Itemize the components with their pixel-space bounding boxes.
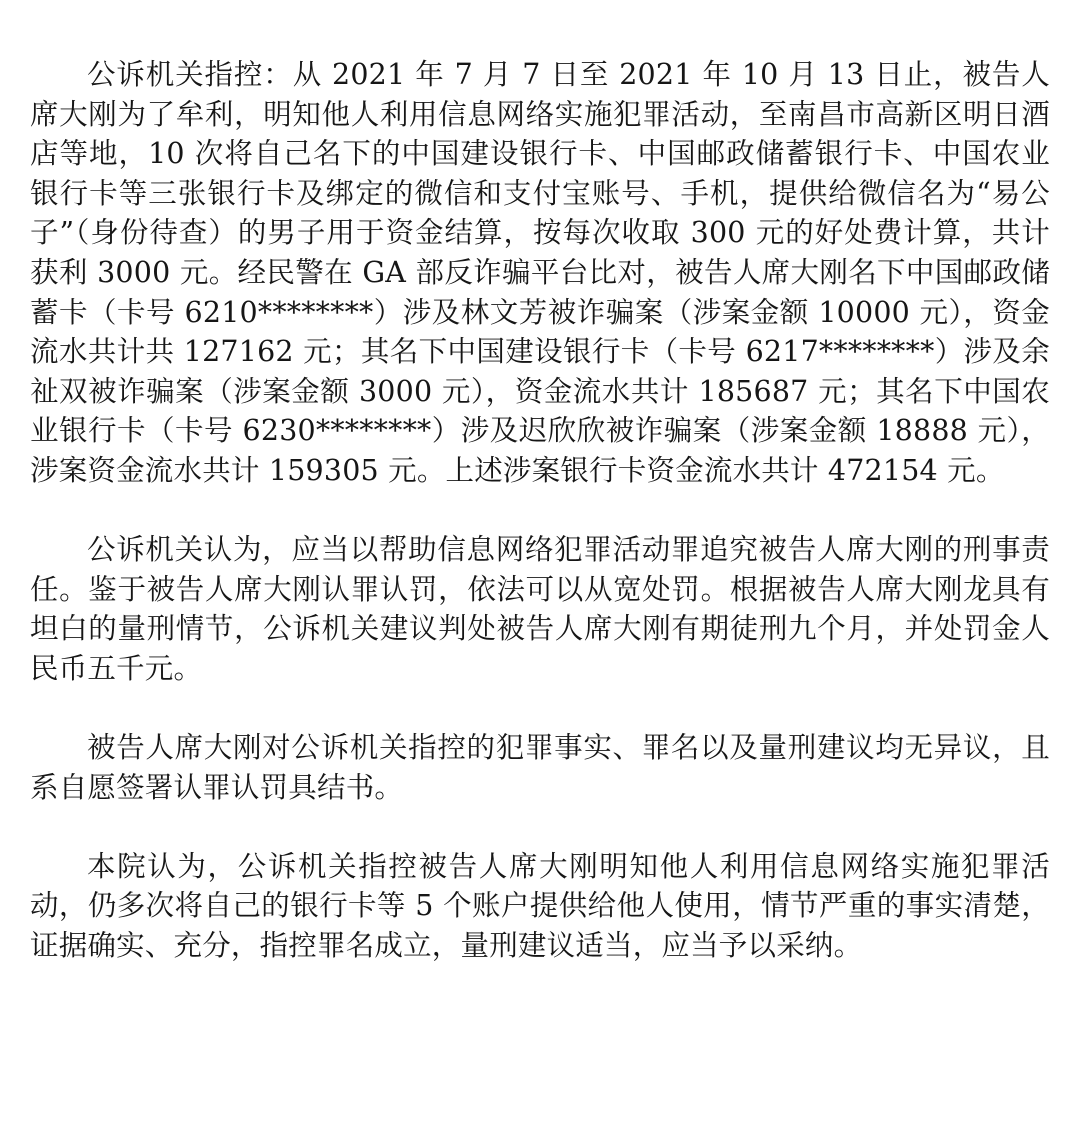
paragraph-prosecution-charge: 公诉机关指控：从 2021 年 7 月 7 日至 2021 年 10 月 13 日止，被告人席大刚为了牟利，明知他人利用信息网络实施犯罪活动，至南昌市高新区明日酒店等地，10 次将自己名下的中国建设银行卡、中国邮政储蓄银行卡、中国农业银行卡等三张银行卡及绑定的微信和支付宝账号、手机，提供给微信名为“易公子”（身份待查）的男子用于资金结算，按每次收取 300 元的好处费计算，共计获利 3000 元。经民警在 GA 部反诈骗平台比对，被告人席大刚名下中国邮政储蓄卡（卡号 6210********）涉及林文芳被诈骗案（涉案金额 10000 元），资金流水共计共 127162 元；其名下中国建设银行卡（卡号 6217********）涉及余祉双被诈骗案（涉案金额 3000 元），资金流水共计 185687 元；其名下中国农业银行卡（卡号 6230********）涉及迟欣欣被诈骗案（涉案金额 18888 元），涉案资金流水共计 159305 元。上述涉案银行卡资金流水共计 472154 元。 [30, 58, 1050, 487]
paragraph-defendant-response: 被告人席大刚对公诉机关指控的犯罪事实、罪名以及量刑建议均无异议，且系自愿签署认罪认罚具结书。 [30, 731, 1050, 804]
document-body [30, 55, 1050, 1005]
paragraph-court-opinion: 本院认为，公诉机关指控被告人席大刚明知他人利用信息网络实施犯罪活动，仍多次将自己的银行卡等 5 个账户提供给他人使用，情节严重的事实清楚，证据确实、充分，指控罪名成立，量刑建议适当，应当予以采纳。 [30, 849, 1050, 963]
paragraph-prosecution-opinion: 公诉机关认为，应当以帮助信息网络犯罪活动罪追究被告人席大刚的刑事责任。鉴于被告人席大刚认罪认罚，依法可以从宽处罚。根据被告人席大刚龙具有坦白的量刑情节，公诉机关建议判处被告人席大刚有期徒刑九个月，并处罚金人民币五千元。 [30, 533, 1050, 685]
